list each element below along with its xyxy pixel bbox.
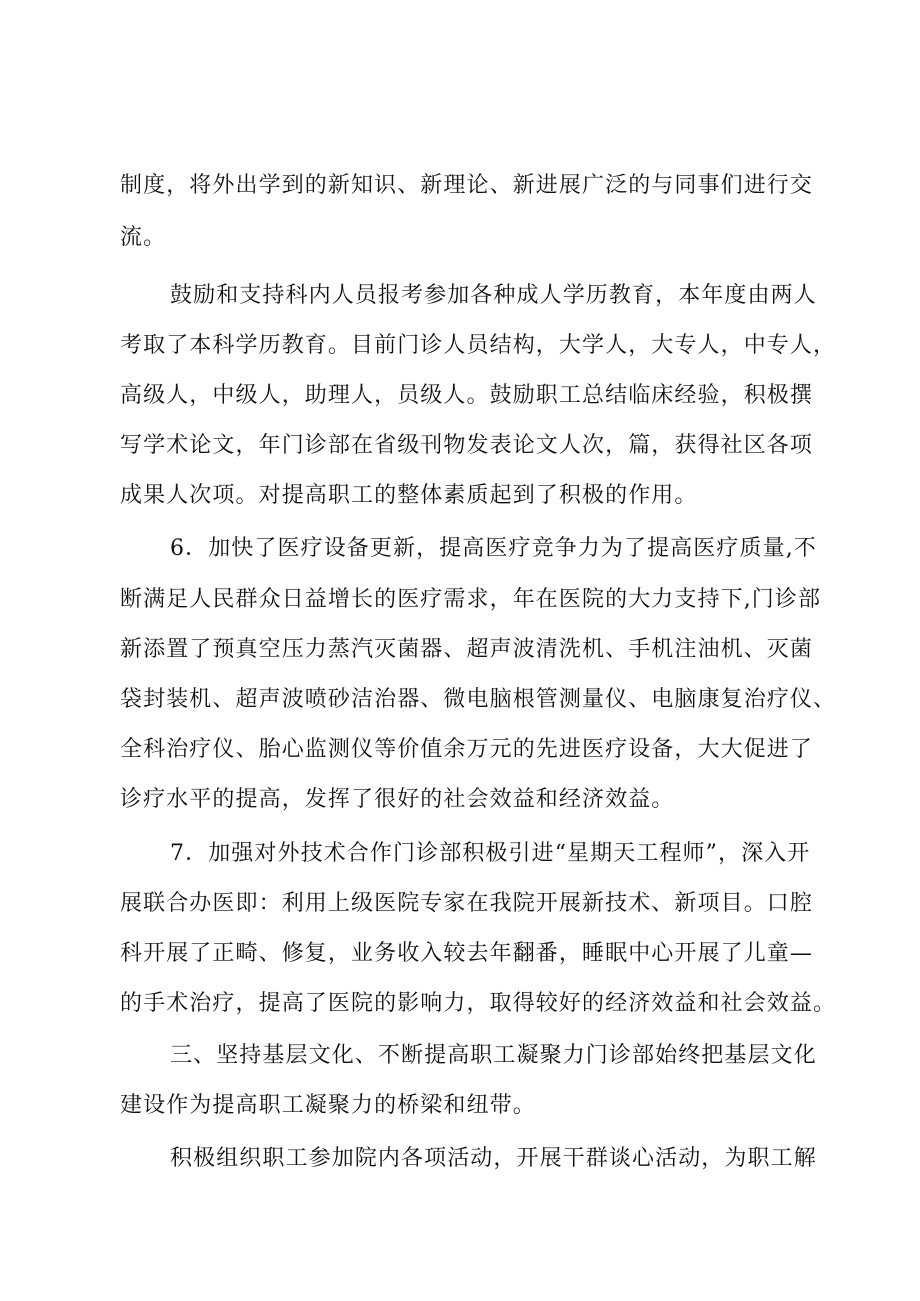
text-line-11: 袋封装机、超声波喷砂洁治器、微电脑根管测量仪、电脑康复治疗仪、 [120, 687, 837, 712]
text-line-6: 写学术论文，年门诊部在省级刊物发表论文人次，篇，获得社区各项 [120, 433, 814, 458]
text-line-17: 的手术治疗，提高了医院的影响力，取得较好的经济效益和社会效益。 [120, 991, 837, 1016]
paragraph-start: 三、坚持基层文化、不断提高职工凝聚力门诊部始终把基层文化 [170, 1043, 817, 1068]
text-line-9: 断满足人民群众日益增长的医疗需求，年在医院的大力支持下,门诊部 [120, 587, 822, 612]
text-line-5: 高级人，中级人，助理人，员级人。鼓励职工总结临床经验，积极撰 [120, 383, 814, 408]
text-line-16: 科开展了正畸、修复，业务收入较去年翻番，睡眠中心开展了儿童— [120, 941, 814, 966]
text-line-1: 制度，将外出学到的新知识、新理论、新进展广泛的与同事们进行交 [120, 173, 814, 198]
paragraph-start: 7．加强对外技术合作门诊部积极引进“星期天工程师”，深入开 [170, 841, 811, 866]
paragraph-start: 积极组织职工参加院内各项活动，开展干群谈心活动，为职工解 [170, 1146, 817, 1171]
paragraph-start: 6．加快了医疗设备更新，提高医疗竞争力为了提高医疗质量,不 [170, 536, 817, 561]
text-line-15: 展联合办医即：利用上级医院专家在我院开展新技术、新项目。口腔 [120, 891, 814, 916]
text-line-4: 考取了本科学历教育。目前门诊人员结构，大学人，大专人，中专人， [120, 333, 837, 358]
text-line-10: 新添置了预真空压力蒸汽灭菌器、超声波清洗机、手机注油机、灭菌 [120, 637, 814, 662]
paragraph-start: 鼓励和支持科内人员报考参加各种成人学历教育，本年度由两人 [170, 283, 817, 308]
text-line-2: 流。 [120, 225, 167, 250]
text-line-7: 成果人次项。对提高职工的整体素质起到了积极的作用。 [120, 483, 698, 508]
text-line-19: 建设作为提高职工凝聚力的桥梁和纽带。 [120, 1093, 536, 1118]
text-line-13: 诊疗水平的提高，发挥了很好的社会效益和经济效益。 [120, 787, 675, 812]
text-line-12: 全科治疗仪、胎心监测仪等价值余万元的先进医疗设备，大大促进了 [120, 737, 814, 762]
